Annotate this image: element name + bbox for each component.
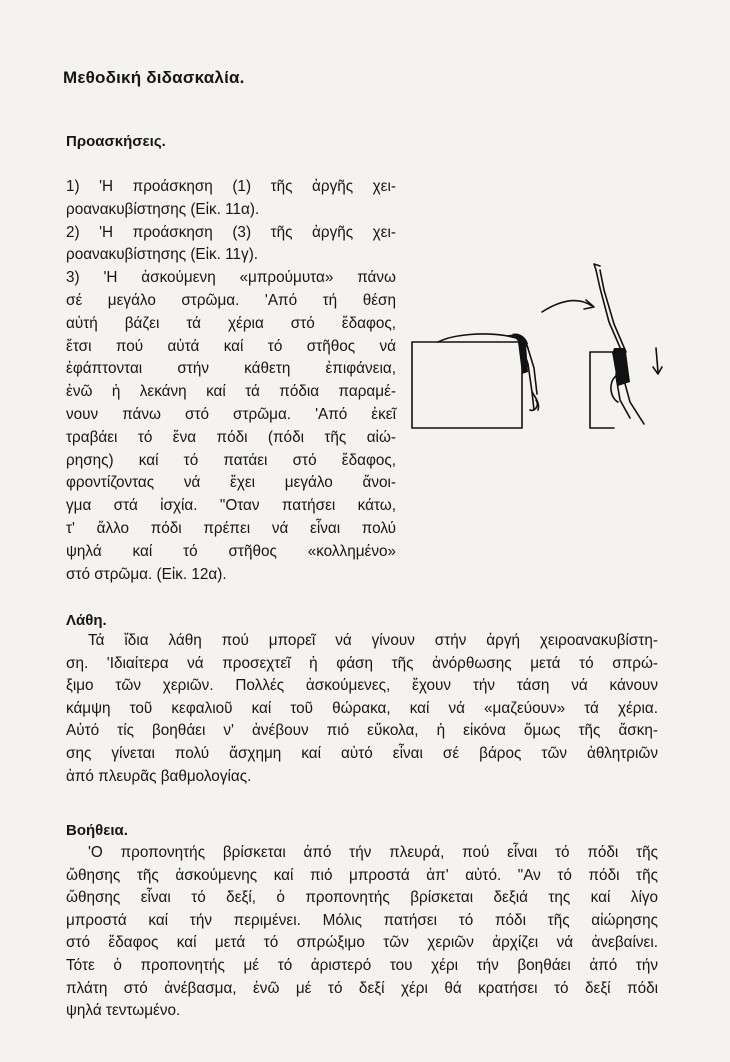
heading-errors: Λάθη. — [66, 612, 107, 629]
text-line: Τά ἴδια λάθη πού μπορεῖ νά γίνουν στήν ἀργή χειροανακυβίστη- — [88, 632, 658, 649]
text-line: 3) 'Η ἀσκούμενη «μπρούμυτα» πάνω — [66, 269, 396, 287]
text-line: ση. 'Ιδιαίτερα νά προσεχτεῖ ἡ φάση τῆς ἀνόρθωσης μετά τό σπρώ- — [66, 654, 658, 672]
text-line: φροντίζοντας νά ἔχει μεγάλο ἄνοι- — [66, 474, 396, 492]
text-line: ἔτσι πού αὐτά καί τό στῆθος νά — [66, 337, 396, 355]
text-line: ρησης) καί τό πατάει στό ἔδαφος, — [66, 451, 396, 469]
text-line: γμα στά ἰσχία. "Οταν πατήσει κάτω, — [66, 497, 396, 515]
help-paragraph — [66, 842, 658, 1023]
page-title: Μεθοδική διδασκαλία. — [63, 68, 245, 87]
exercise-illustration — [404, 252, 694, 432]
text-line: ξιμο τῶν χεριῶν. Πολλές ἀσκούμενες, ἔχουν τήν τάση νά κάνουν — [66, 677, 658, 695]
text-line: μπροστά καί τήν περιμένει. Μόλις πατήσει τό πόδι τῆς αἰώρησης — [66, 911, 658, 929]
text-line: ψηλά καί τό στῆθος «κολλημένο» — [66, 542, 396, 560]
heading-help: Βοήθεια. — [66, 822, 128, 839]
text-line: ἐφάπτονται στήν κάθετη ἐπιφάνεια, — [66, 360, 396, 378]
text-line: στό στρῶμα. (Εἰκ. 12α). — [66, 565, 227, 583]
text-line: κάμψη τοῦ κεφαλιοῦ καί τοῦ θώρακα, καί νά «μαζεύουν» τά χέρια. — [66, 699, 658, 717]
text-line: Αὐτό τίς βοηθάει ν' ἀνέβουν πιό εὔκολα, ἡ εἰκόνα ὅμως τῆς ἄσκη- — [66, 722, 658, 740]
text-line: σης γίνεται πολύ ἄσχημη καί αὐτό εἶναι σέ βάρος τῶν ἀθλητριῶν — [66, 744, 658, 762]
text-line: ὤθησης τῆς ἀσκούμενης καί πιό μπροστά ἀπ' αὐτό. "Αν τό πόδι τῆς — [66, 866, 658, 884]
list-item — [66, 176, 396, 222]
mat-left — [412, 342, 522, 428]
text-line: 2) 'Η προάσκηση (3) τῆς ἀργῆς χει- — [66, 223, 396, 241]
text-line: στό ἔδαφος καί μετά τό σπρώξιμο τῶν χεριῶν ἀρχίζει νά ἀνεβαίνει. — [66, 934, 658, 952]
errors-paragraph — [66, 630, 658, 788]
text-line: ἀπό πλευρᾶς βαθμολογίας. — [66, 767, 252, 785]
text-line: σέ μεγάλο στρῶμα. 'Από τή θέση — [66, 291, 396, 309]
list-item — [66, 267, 396, 586]
text-line: Τότε ὁ προπονητής μέ τό ἀριστερό του χέρι τήν βοηθάει ἀπό τήν — [66, 956, 658, 974]
text-line: ἐνῶ ἡ λεκάνη καί τά πόδια παραμέ- — [66, 383, 396, 401]
text-line: ὤθησης εἶναι τό δεξί, ὁ προπονητής βρίσκεται δεξιά της καί λίγο — [66, 889, 658, 907]
text-line: τ' ἄλλο πόδι πρέπει νά εἶναι πολύ — [66, 519, 396, 537]
text-line: 1) 'Η προάσκηση (1) τῆς ἀργῆς χει- — [66, 178, 396, 195]
heading-preparatory: Προασκήσεις. — [66, 133, 166, 150]
text-line: 'Ο προπονητής βρίσκεται ἀπό τήν πλευρά, πού εἶναι τό πόδι τῆς — [88, 844, 658, 861]
preparatory-list — [66, 176, 396, 586]
list-item — [66, 222, 396, 268]
text-line: πλάτη στό ἀνέβασμα, ἐνῶ μέ τό δεξί χέρι θά κρατήσει τό δεξί πόδι — [66, 979, 658, 997]
text-line: ψηλά τεντωμένο. — [66, 1002, 181, 1020]
text-line: νουν πάνω στό στρῶμα. 'Από ἐκεῖ — [66, 405, 396, 423]
text-line: τραβάει τό ἕνα πόδι (πόδι τῆς αἰώ- — [66, 428, 396, 446]
text-line: αὐτή βάζει τά χέρια στό ἔδαφος, — [66, 314, 396, 332]
text-line: ροανακυβίστησης (Εἰκ. 11γ). — [66, 246, 259, 264]
text-line: ροανακυβίστησης (Εἰκ. 11α). — [66, 200, 260, 218]
